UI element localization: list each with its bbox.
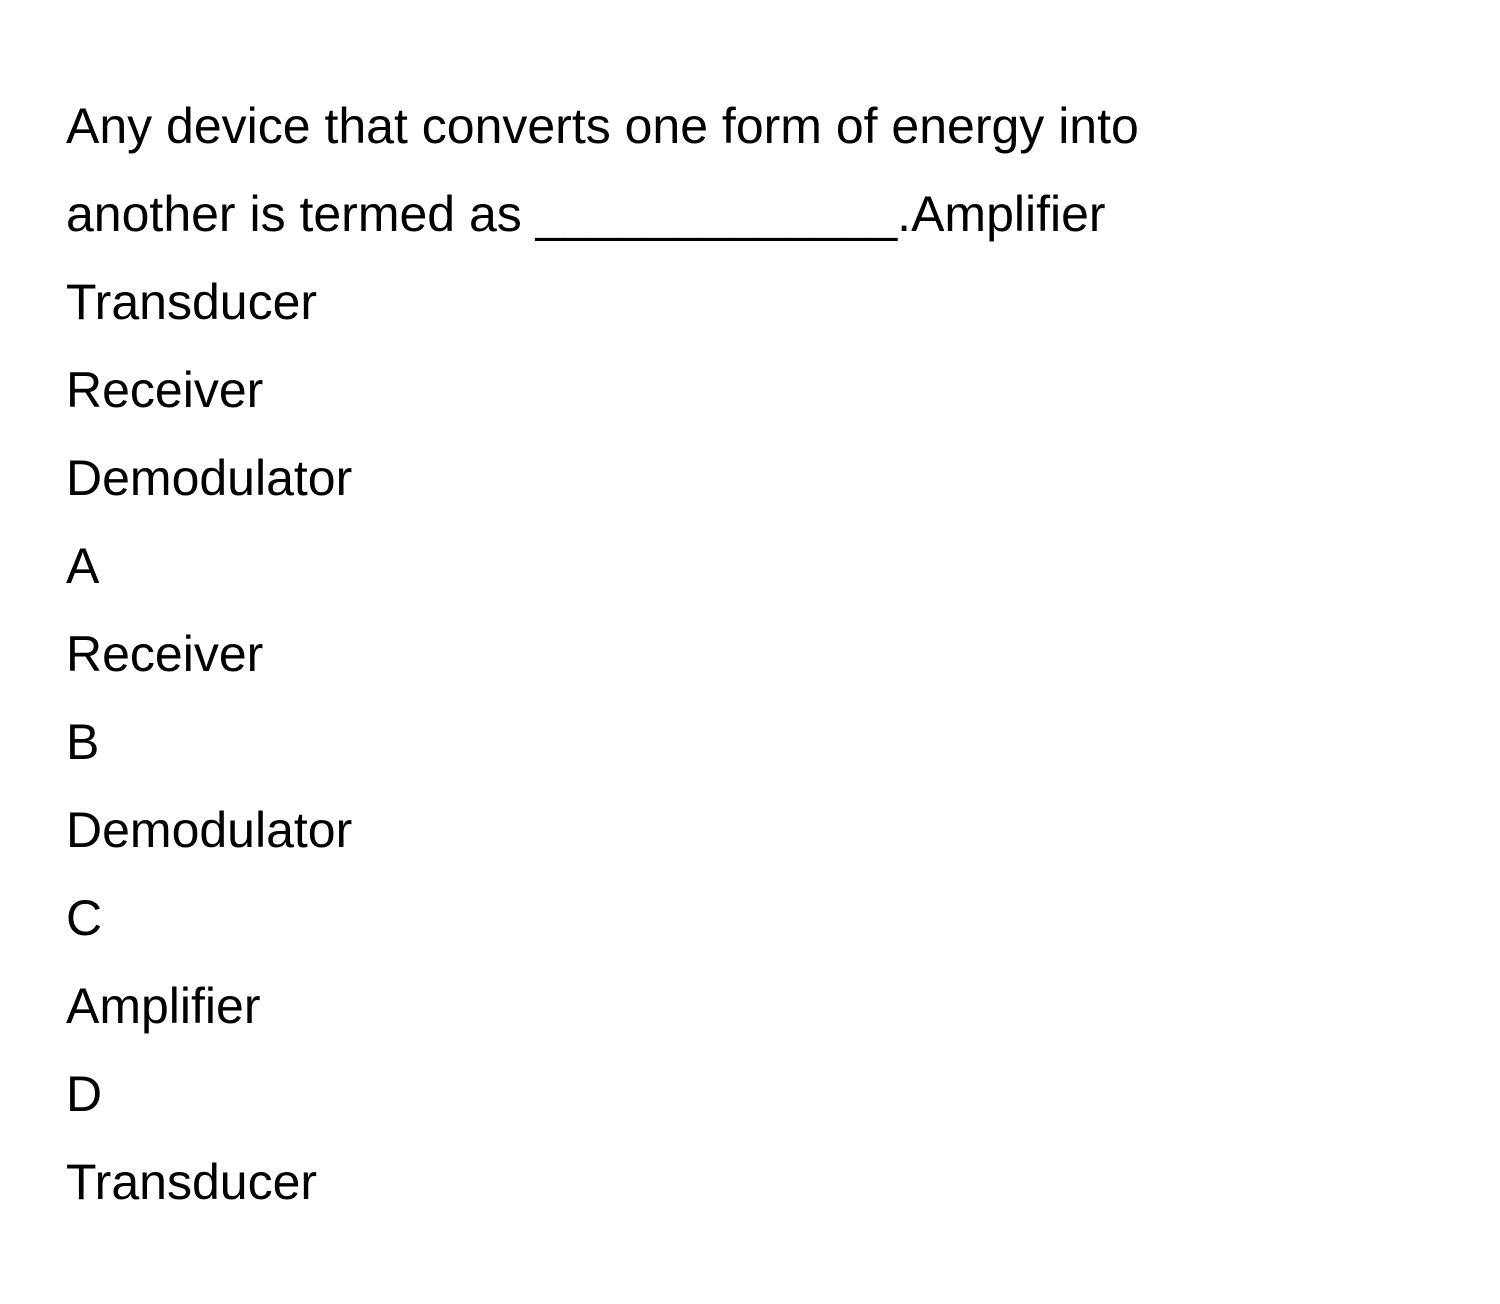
answer-text-d[interactable]: Transducer (66, 1154, 318, 1210)
question-text-line-1: Any device that converts one form of energy into (66, 98, 1139, 154)
answer-letter-c: C (66, 890, 103, 946)
answer-text-c[interactable]: Amplifier (66, 978, 261, 1034)
inline-option-demodulator: Demodulator (66, 450, 353, 506)
answer-letter-a: A (66, 538, 100, 594)
answer-text-b[interactable]: Demodulator (66, 802, 353, 858)
inline-option-transducer: Transducer (66, 274, 318, 330)
answer-letter-b: B (66, 714, 100, 770)
answer-letter-d: D (66, 1066, 103, 1122)
question-text-line-2: another is termed as _____________.Amplifier (66, 186, 1106, 242)
inline-option-receiver: Receiver (66, 362, 264, 418)
question-block (66, 82, 1466, 1226)
answer-text-a[interactable]: Receiver (66, 626, 264, 682)
